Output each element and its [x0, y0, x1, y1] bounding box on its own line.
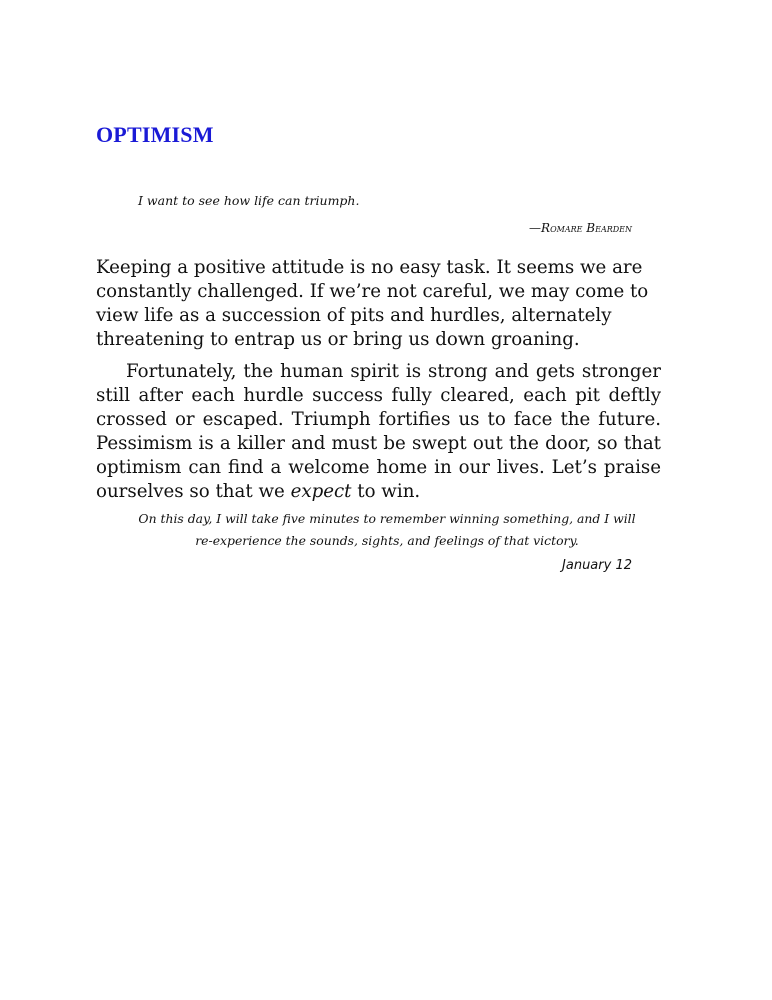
- epigraph-attribution: [529, 221, 632, 235]
- page-date: January 12: [562, 558, 632, 573]
- body-paragraph-2: [96, 360, 661, 504]
- epigraph-quote: I want to see how life can triumph.: [138, 193, 360, 208]
- body-paragraph-1: Keeping a positive attitude is no easy task. It seems we are constantly challenged. If we’re not careful, we may come to view life as a succession of pits and hurdles, alternately threatening to entrap us or bring us down groaning.: [96, 257, 649, 350]
- page-title: OPTIMISM: [96, 122, 214, 147]
- body-text: [96, 256, 661, 504]
- emphasis-expect: expect: [290, 481, 352, 502]
- attribution-author: Romare Bearden: [541, 221, 632, 235]
- daily-affirmation: On this day, I will take five minutes to remember winning something, and I will re-experience the sounds, sights, and feelings of that victory.: [138, 511, 636, 548]
- paragraph-2-text: Fortunately, the human spirit is strong and gets stronger still after each hurdle success fully cleared, each pit deftly crossed or escaped. Triumph fortifies us to face the future. Pessimism is a killer and must be swept out the door, so that optimism can find a welcome home in our lives. Let’s praise ourselves so that we: [96, 361, 661, 502]
- attribution-dash: —: [529, 221, 542, 235]
- paragraph-2-ending: to win.: [351, 481, 421, 502]
